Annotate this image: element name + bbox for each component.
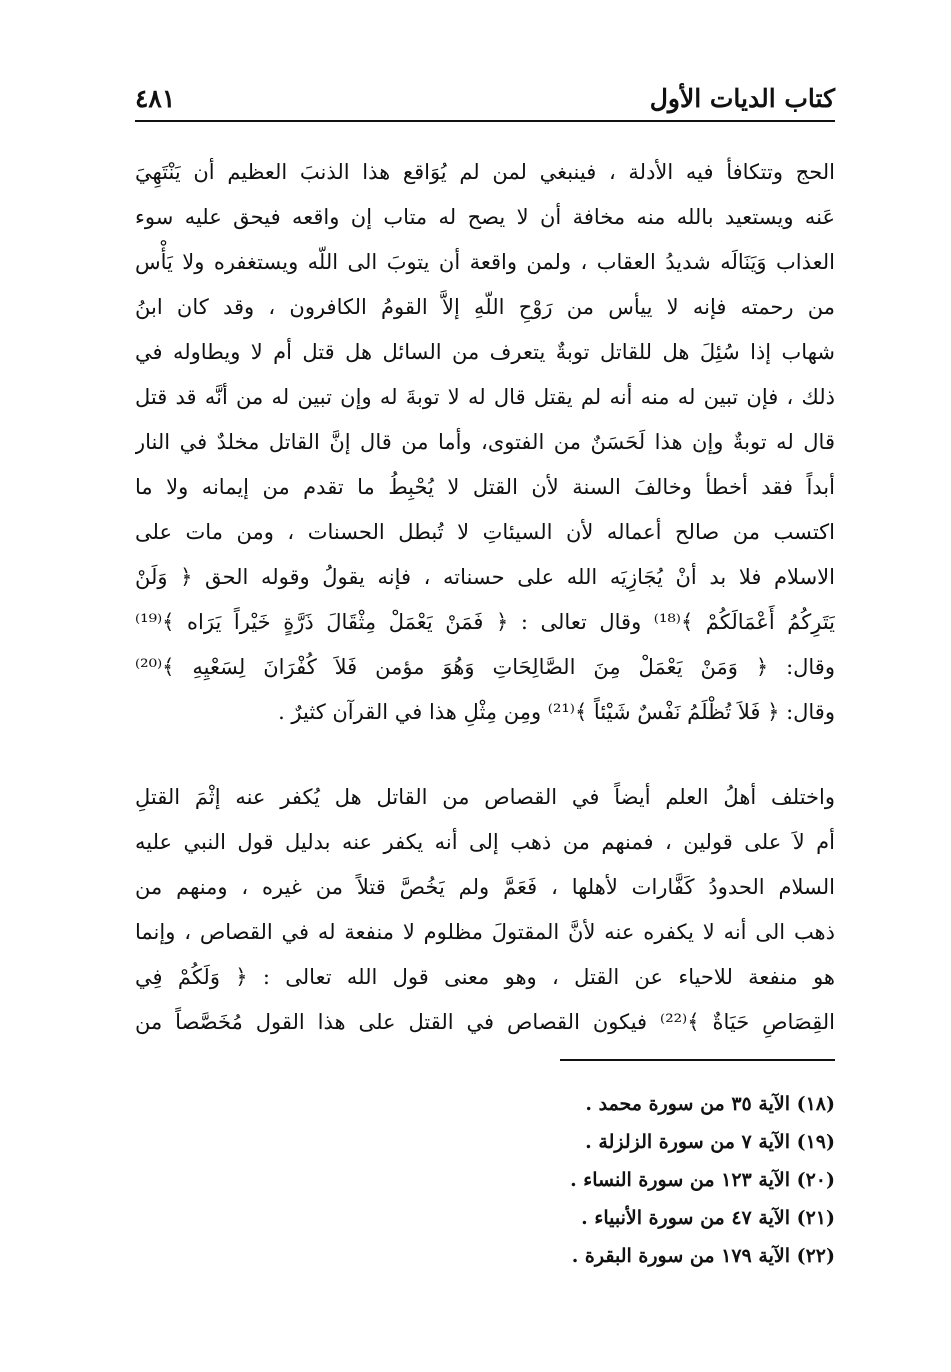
text-line: يَتَرِكُمُ أَعْمَالَكُمْ ﴾⁽¹⁸⁾ وقال تعالى : ﴿ فَمَنْ يَعْمَلْ مِثْقَالَ ذَرَّةٍ خَيْراً يَرَاه ﴾⁽¹⁹⁾ — [135, 610, 835, 634]
text-line: وقال: ﴿ فَلاَ تُظْلَمُ نَفْسٌ شَيْئاً ﴾⁽²¹⁾ ومِن مِثْلِ هذا في القرآن كثيرٌ . — [278, 700, 835, 724]
text-line: السلام الحدودُ كَفَّارات لأهلها ، فَعَمَّ ولم يَخُصَّ قتلاً من غيره ، ومنهم من — [135, 875, 835, 899]
running-title: كتاب الديات الأول — [649, 84, 835, 113]
page-header — [135, 78, 835, 118]
footnote-20: (٢٠) الآية ١٢٣ من سورة النساء . — [570, 1169, 835, 1191]
text-line: ذلك ، فإن تبين له منه أنه لم يقتل قال له لا توبةَ له وإن تبين له من أنَّه قد قتل — [135, 385, 835, 409]
text-line: أبداً فقد أخطأ وخالفَ السنة لأن القتل لا يُحْبِطُ ما تقدم من إيمانه ولا ما — [135, 475, 835, 499]
footnote-18: (١٨) الآية ٣٥ من سورة محمد . — [585, 1093, 835, 1115]
text-line: عَنه ويستعيد بالله منه مخافة أن لا يصح له متاب إن واقعه فيحق عليه سوء — [135, 205, 835, 229]
header-divider — [135, 120, 835, 122]
text-line: قال له توبةٌ وإن هذا لَحَسَنٌ من الفتوى، وأما من قال إنَّ القاتل مخلدٌ في النار — [135, 430, 835, 454]
text-line: القِصَاصِ حَيَاةٌ ﴾⁽²²⁾ فيكون القصاص في القتل على هذا القول مُخَصَّصاً من — [135, 1010, 835, 1034]
page-number: ٤٨١ — [135, 84, 176, 113]
text-line: أم لاَ على قولين ، فمنهم من ذهب إلى أنه يكفر عنه بدليل قول النبي عليه — [135, 830, 835, 854]
footnote-21: (٢١) الآية ٤٧ من سورة الأنبياء . — [581, 1207, 835, 1229]
footnote-22: (٢٢) الآية ١٧٩ من سورة البقرة . — [571, 1245, 835, 1267]
text-line: من رحمته فإنه لا ييأس من رَوْحِ اللّهِ إلاَّ القومُ الكافرون ، وقد كان ابنُ — [135, 295, 835, 319]
text-line: الحج وتتكافأ فيه الأدلة ، فينبغي لمن لم يُوَاقع هذا الذنبَ العظيم أن يَنْتَهِيَ — [135, 160, 835, 184]
text-line: الاسلام فلا بد أنْ يُجَازِيَه الله على حسناته ، فإنه يقولُ وقوله الحق ﴿ وَلَنْ — [135, 565, 835, 589]
paragraph-2 — [135, 775, 835, 1045]
main-text — [135, 150, 835, 1045]
text-line: العذاب وَيَنَالَه شديدُ العقاب ، ولمن واقعة أن يتوبَ الى اللّه ويستغفره ولا يَأْس — [135, 250, 835, 274]
text-line: شهاب إذا سُئِلَ هل للقاتل توبةٌ يتعرف من السائل هل قتل أم لا ويطاوله في — [135, 340, 835, 364]
footnotes — [400, 1085, 835, 1275]
footnote-divider — [560, 1059, 835, 1061]
paragraph-1 — [135, 150, 835, 735]
text-line: هو منفعة للاحياء عن القتل ، وهو معنى قول الله تعالى : ﴿ وَلَكُمْ فِي — [135, 965, 835, 989]
text-line: ذهب الى أنه لا يكفره عنه لأنَّ المقتولَ مظلوم لا منفعة له في القصاص ، وإنما — [135, 920, 835, 944]
text-line: واختلف أهلُ العلم أيضاً في القصاص من القاتل هل يُكفر عنه إثْمَ القتلِ — [135, 785, 835, 809]
text-line: اكتسب من صالح أعماله لأن السيئاتِ لا تُبطل الحسنات ، ومن مات على — [135, 520, 835, 544]
footnote-19: (١٩) الآية ٧ من سورة الزلزلة . — [585, 1131, 835, 1153]
text-line: وقال: ﴿ وَمَنْ يَعْمَلْ مِنَ الصَّالِحَاتِ وَهُوَ مؤمن فَلاَ كُفْرَانَ لِسَعْيِهِ ﴾⁽²⁰⁾ — [135, 655, 835, 679]
